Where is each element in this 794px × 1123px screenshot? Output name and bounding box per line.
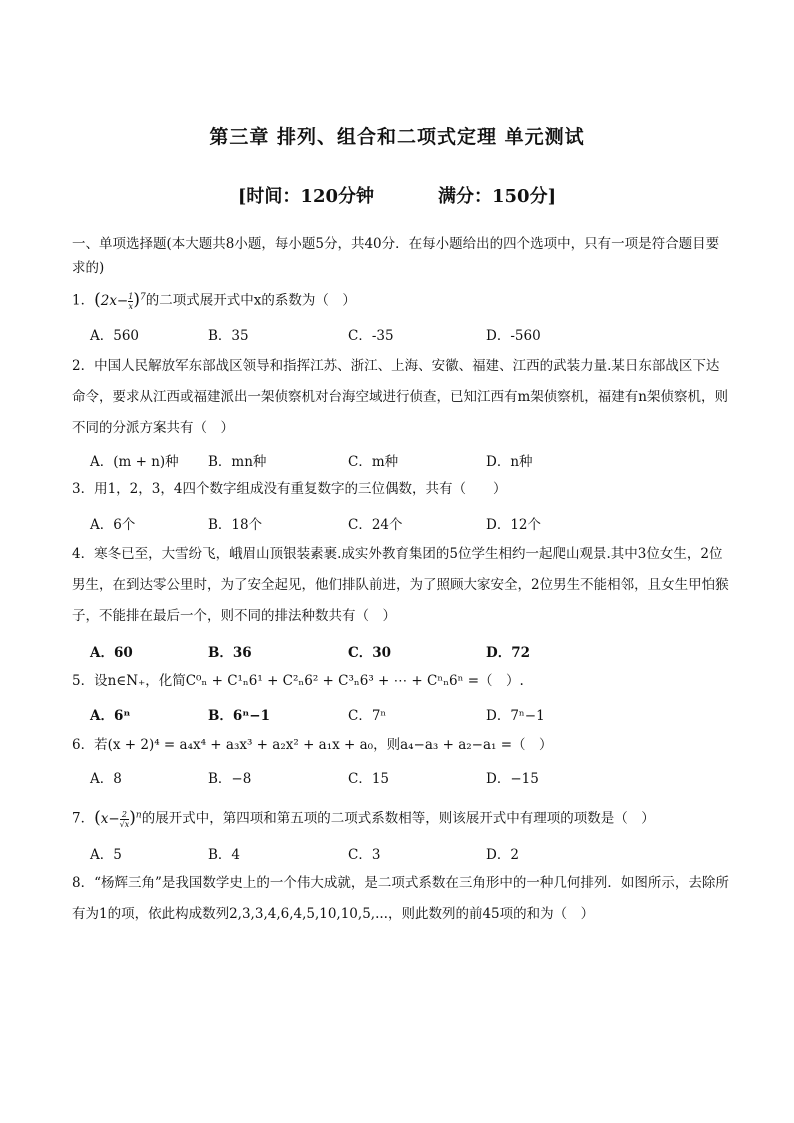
exam-score: 满分：150分] bbox=[438, 186, 557, 207]
option-d[interactable]: D．-560 bbox=[486, 328, 541, 344]
option-b[interactable]: B．18个 bbox=[208, 517, 263, 533]
option-c[interactable]: C．15 bbox=[348, 771, 390, 787]
option-b[interactable]: B．35 bbox=[208, 328, 249, 344]
question-4: 4．寒冬已至，大雪纷飞，峨眉山顶银装素裹.成实外教育集团的5位学生相约一起爬山观景.其中3位女生，2位男生，在到达零公里时，为了安全起见，他们排队前进，为了照顾大家安全，2位男生不能相邻，且女生甲怕猴子，不能排在最后一个，则不同的排法种数共有（ ） bbox=[72, 546, 729, 624]
exam-time: [时间：120分钟 bbox=[237, 186, 374, 207]
option-b[interactable]: B．mn种 bbox=[208, 454, 267, 470]
question-5: 5．设n∈N₊，化简C⁰ₙ + C¹ₙ6¹ + C²ₙ6² + C³ₙ6³ + ⋯ + Cⁿₙ6ⁿ =（ ）. bbox=[72, 673, 524, 689]
option-d[interactable]: D．2 bbox=[486, 847, 519, 863]
option-a[interactable]: A．6ⁿ bbox=[90, 708, 131, 724]
question-7-options bbox=[90, 843, 730, 863]
option-a[interactable]: A．(m + n)种 bbox=[90, 454, 179, 470]
section-heading: 一、单项选择题(本大题共8小题，每小题5分，共40分．在每小题给出的四个选项中，只有一项是符合题目要求的) bbox=[72, 236, 720, 276]
question-5-options bbox=[90, 704, 730, 724]
option-c[interactable]: C．24个 bbox=[348, 517, 403, 533]
option-d[interactable]: D．7ⁿ−1 bbox=[486, 708, 545, 724]
question-7-expression: (x− $\frac{2}{√x}$ )$^n$ bbox=[94, 807, 142, 829]
option-b[interactable]: B．4 bbox=[208, 847, 241, 863]
question-4-options bbox=[90, 641, 730, 661]
question-2: 2．中国人民解放军东部战区领导和指挥江苏、浙江、上海、安徽、福建、江西的武装力量.某日东部战区下达命令，要求从江西或福建派出一架侦察机对台海空域进行侦查，已知江西有m架侦察机，福建有n架侦察机，则不同的分派方案共有（ ） bbox=[72, 358, 728, 436]
option-c[interactable]: C．30 bbox=[348, 645, 392, 661]
question-6-options bbox=[90, 767, 730, 787]
question-7: 7．(x− $\frac{2}{√x}$ )$^n$的展开式中，第四项和第五项的二项式系数相等，则该展开式中有理项的项数是（ ） bbox=[72, 807, 655, 829]
option-b[interactable]: B．−8 bbox=[208, 771, 252, 787]
option-c[interactable]: C．m种 bbox=[348, 454, 399, 470]
question-1: 1．(2x− $\frac{1}{x}$ )$^7$的二项式展开式中x的系数为（ ） bbox=[72, 289, 356, 311]
option-b[interactable]: B．6ⁿ−1 bbox=[208, 708, 271, 724]
option-c[interactable]: C．7ⁿ bbox=[348, 708, 387, 724]
option-a[interactable]: A．60 bbox=[90, 645, 133, 661]
option-c[interactable]: C．-35 bbox=[348, 328, 394, 344]
exam-info bbox=[0, 182, 794, 208]
option-a[interactable]: A．6个 bbox=[90, 517, 136, 533]
option-c[interactable]: C．3 bbox=[348, 847, 381, 863]
question-2-options bbox=[90, 450, 730, 470]
option-d[interactable]: D．12个 bbox=[486, 517, 542, 533]
page-title: 第三章 排列、组合和二项式定理 单元测试 bbox=[209, 126, 585, 148]
question-3-options bbox=[90, 513, 730, 533]
question-1-expression-render: (2x− $\frac{1}{x}$ )$^7$ bbox=[94, 289, 146, 311]
option-a[interactable]: A．8 bbox=[90, 771, 122, 787]
question-1-options bbox=[90, 324, 730, 344]
option-d[interactable]: D．−15 bbox=[486, 771, 539, 787]
option-a[interactable]: A．5 bbox=[90, 847, 122, 863]
option-d[interactable]: D．n种 bbox=[486, 454, 533, 470]
option-a[interactable]: A．560 bbox=[90, 328, 140, 344]
question-3: 3．用1，2，3，4四个数字组成没有重复数字的三位偶数，共有（ ） bbox=[72, 481, 507, 497]
option-b[interactable]: B．36 bbox=[208, 645, 252, 661]
question-6: 6．若(x + 2)⁴ = a₄x⁴ + a₃x³ + a₂x² + a₁x + a₀，则a₄−a₃ + a₂−a₁ =（ ） bbox=[72, 737, 553, 753]
question-8: 8．“杨辉三角”是我国数学史上的一个伟大成就，是二项式系数在三角形中的一种几何排列．如图所示，去除所有为1的项，依此构成数列2,3,3,4,6,4,5,10,10,5,...，则此数列的前45项的和为（ ） bbox=[72, 875, 729, 922]
option-d[interactable]: D．72 bbox=[486, 645, 530, 661]
